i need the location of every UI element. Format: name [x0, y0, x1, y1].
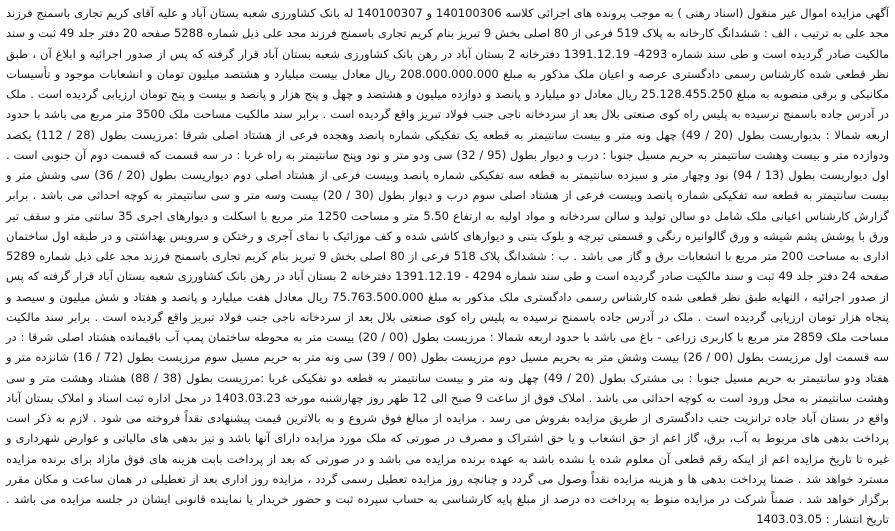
auction-notice-text: آگهی مزایده اموال غیر منقول (اسناد رهنی ) به موجب پرونده های اجرائی کلاسه 140100306 و 140100307 له بانک کشاورزی شعبه بستان آباد و علیه آقای کریم تجاری باسمنج فرزند مجد علی به ترتیب ، الف : ششدانگ کارخانه به پلاک 519 فرعی از 80 اصلی بخش 9 تبریز بنام کریم تجاری باسمنج فرزند مجد علی ذیل شماره 5288 صفحه 20 دفتر جلد 49 ثبت و سند مالکیت صادر گردیده است و طی سند شماره 4293- 1391.12.19 دفترخانه 2 بستان آباد در رهن بانک کشاورزی شعبه بستان آباد قرار گرفته که پس از صدور اجرائیه و ابلاغ آن ، طبق نظر قطعی شده کارشناس رسمی دادگستری عرصه و اعیان ملک مذکور به مبلغ 208.000.000.000 ریال معادل بیست میلیارد و هشتصد میلیون تومان و انشعابات موجود و تأسیسات مکانیکی و برقی منصوبه به مبلغ 25.128.455.250 ریال معادل دو میلیارد و پانصد و دوازده میلیون و هشتصد و چهل و پنج هزار و پانصد و بیست و پنج تومان ارزیابی گردیده است . ملک در آدرس جاده باسمنج نرسیده به پلیس راه کوی صنعتی بلال بعد از سردخانه ناجی جنب فولاد تبریز واقع گردیده است . برابر سند مالکیت مساحت ملک 3500 متر مربع می باشد با حدود اربعه شمالا : بدیواریست بطول (20 / 49) چهل ونه متر و بیست سانتیمتر به قطعه یک تفکیکی شماره پانصد وهجده فرعی از هشتاد اصلی شرقا :مرزیست بطول (28 / 112) یکصد ودوازده متر و بیست وهشت سانتیمتر به حریم مسیل جنوبا : درب و دیوار بطول (95 / 32) سی ودو متر و نود وپنج سانتیمتر به راه غربا : در سه قسمت که قسمت دوم آن جنوبی است . اول دیواریست بطول (13 / 94) نود وچهار متر و سیزده سانتیمتر به قطعه سه تفکیکی شماره پانصد وبیست فرعی از هشتاد اصلی دوم دیواریست بطول (20 / 36) سی وشش متر و بیست سانتیمتر به قطعه سه تفکیکی شماره پانصد وبیست فرعی از هشتاد اصلی سوم درب و دیوار بطول (30 / 20) بیست وسه متر و سی سانتیمتر به کوچه احداثی می باشد . برابر گزارش کارشناس اعیانی ملک شامل دو سالن تولید و سالن سردخانه و مواد اولیه به ارتفاع 5.50 متر و مساحت 1250 متر مربع با اسکلت و دیوارهای اجری 35 سانتی متر و سقف تیر ورق با پوشش پشم شیشه و ورق گالوانیزه رنگی و قسمتی تیرچه و بلوک بتنی و دیوارهای کاشی شده و کف موزائیک با نمای آجری و رختکن و سرویس بهداشتی و در طبقه اول ساختمان اداری به مساحت 200 متر مربع با انشعابات برق و گاز می باشد . ب : ششدانگ پلاک 518 فرعی از 80 اصلی بخش 9 تبریز بنام کریم تجاری باسمنج فرزند مجد علی ذیل شماره 5289 صفحه 24 دفتر جلد 49 ثبت و سند مالکیت صادر گردیده است و طی سند شماره 4294 - 1391.12.19 دفترخانه 2 بستان آباد در رهن بانک کشاورزی شعبه بستان آباد قرار گرفته که پس از صدور اجرائیه ، النهایه طبق نظر قطعی شده کارشناس رسمی دادگستری ملک مذکور به مبلغ 75.763.500.000 ریال معادل هفت میلیارد و پانصد و هفتاد و شش میلیون و سیصد و پنجاه هزار تومان ارزیابی گردیده است . ملک در آدرس جاده باسمنج نرسیده به پلیس راه کوی صنعتی بلال بعد از سردخانه ناجی جنب فولاد تبریز واقع گردیده است . برابر سند مالکیت مساحت ملک 2859 متر مربع با کاربری زراعی - باغ می باشد با حدود اربعه شمالا : مرزیست بطول (00 / 20) بیست متر به محوطه ساختمان پمپ آب باقیمانده هشتاد اصلی شرقا : در سه قسمت اول مرزیست بطول (00 / 26) بیست وشش متر به بحریم مسیل دوم مرزیست بطول (00 / 39) سی ونه متر به حریم مسیل سوم مرزیست بطول (72 / 16) شانزده متر و هفتاد ودو سانتیمتر به حریم مسیل جنوبا : بی مشترک بطول (20 / 49) چهل ونه متر و بیست سانتیمتر به قطعه دو تفکیکی غربا :مرزیست بطول (38 / 88) هشتاد وهشت متر و سی وهشت سانتیمتر به محل ورود است به کوچه احداثی می باشد . املاک فوق از ساعت 9 صبح الی 12 ظهر روز چهارشنبه مورخه 1403.03.23 در محل اداره ثبت اسناد و املاک بستان آباد واقع در بستان آباد جاده ترانزیت جنب دادگستری از طریق مزایده بفروش می رسد . مزایده از مبالغ فوق شروع و به بالاترین قیمت پیشنهادی نقداً فروخته می شود . لازم به ذکر است پرداخت بدهی های مربوط به آب، برق، گاز اعم از حق انشعاب و یا حق اشتراک و مصرف در صورتی که ملک مورد مزایده دارای آنها باشد و نیز بدهی های مالیاتی و عوارض شهرداری و غیره تا تاریخ مزایده اعم از اینکه رقم قطعی آن معلوم شده یا نشده باشد به عهده برنده مزایده می باشد و در صورتی که بعد از پرداخت بابت هزینه های فوق مازاد برای برنده مزایده مسترد خواهد شد . ضمنا پرداخت بدهی ها و هزینه مزایده نقداً وصول می گردد و چنانچه روز مزایده تعطیل رسمی گردد ، مزایده روز اداری بعد از تعطیلی در همان ساعت و مکان مقرر برگزار خواهد شد . ضمناً شرکت در مزایده منوط به پرداخت ده درصد از مبلغ پایه کارشناسی به حساب سپرده ثبت و حضور خریدار یا نماینده قانونی ایشان در جلسه مزایده می باشد . تاریخ انتشار : 1403.03.05	[6, 6, 890, 527]
